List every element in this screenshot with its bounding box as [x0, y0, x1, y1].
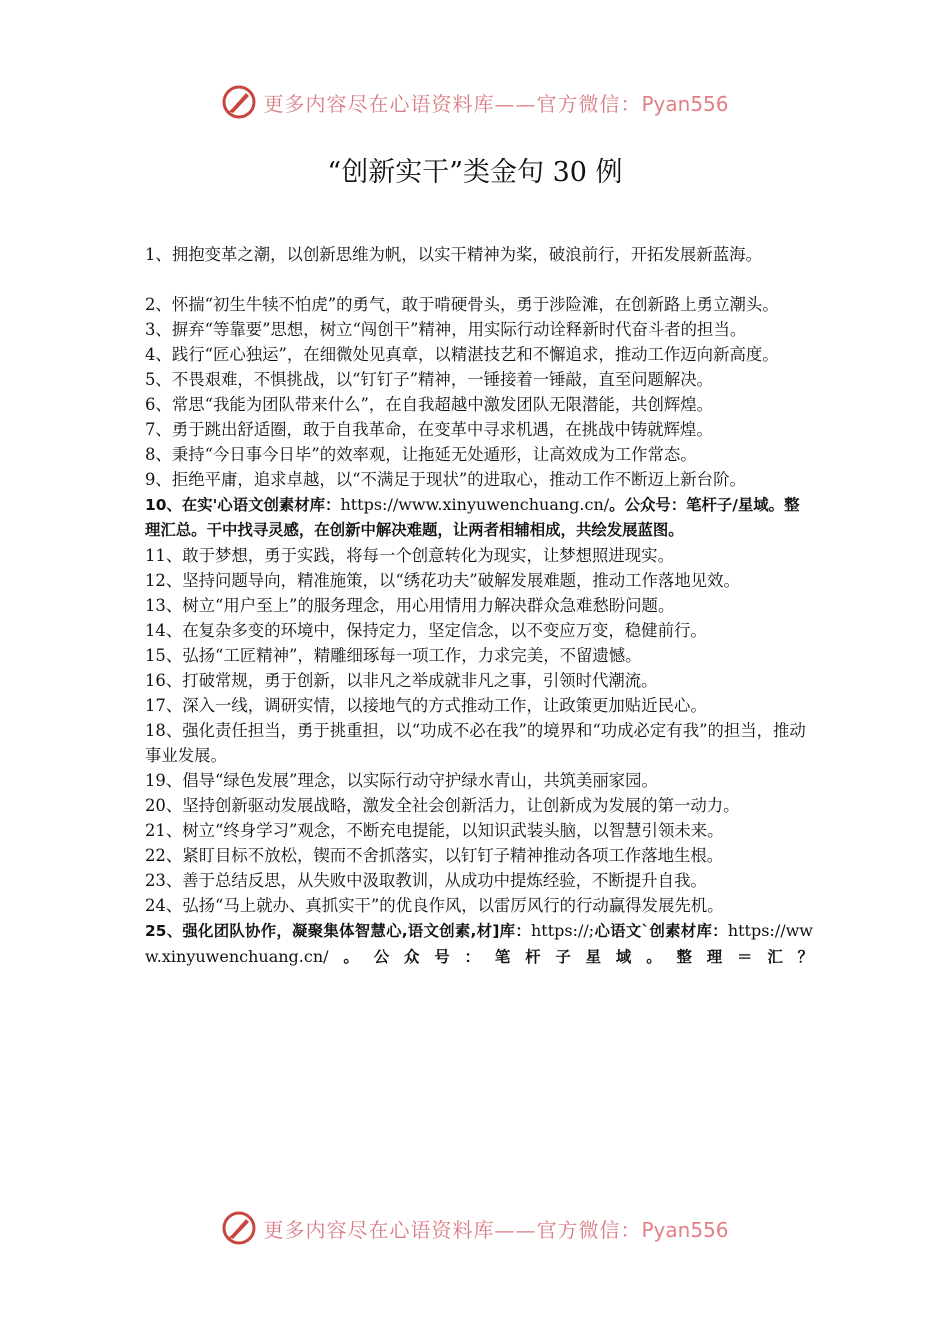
banner-text: 更多内容尽在心语资料库——官方微信：Pyan556: [263, 1217, 729, 1242]
list-item: 16、打破常规，勇于创新，以非凡之举成就非凡之事，引领时代潮流。: [145, 671, 658, 690]
footer-banner: [0, 1206, 950, 1250]
source-link: https://www.xinyuwenchuang.cn/: [340, 495, 610, 514]
pen-logo-icon: [221, 84, 257, 120]
header-banner: [0, 80, 950, 124]
list-item: 13、树立“用户至上”的服务理念，用心用情用力解决群众急难愁盼问题。: [145, 596, 675, 615]
list-item: 11、敢于梦想，勇于实践，将每一个创意转化为现实，让梦想照进现实。: [145, 546, 674, 565]
list-item-watermarked: 25、强化团队协作，凝聚集体智慧心,语文创素,材]库：https://;心语文`创素材库：https://www.xinyuwenchuang.cn/。公众号：笔杆子星域。整理＝汇？: [145, 921, 813, 966]
list-item: 4、践行“匠心独运”，在细微处见真章，以精湛技艺和不懈追求，推动工作迈向新高度。: [145, 345, 779, 364]
list-item: 6、常思“我能为团队带来什么”，在自我超越中激发团队无限潜能，共创辉煌。: [145, 395, 714, 414]
list-item: 19、倡导“绿色发展”理念，以实际行动守护绿水青山，共筑美丽家园。: [145, 771, 658, 790]
list-item: 23、善于总结反思，从失败中汲取教训，从成功中提炼经验，不断提升自我。: [145, 871, 707, 890]
list-item-watermarked: 10、在实'心语文创素材库：https://www.xinyuwenchuang.cn/。公众号：笔杆子/星域。整理汇总。干中找寻灵感，在创新中解决难题，让两者相辅相成，共绘发展蓝图。: [145, 495, 800, 539]
list-item: 15、弘扬“工匠精神”，精雕细琢每一项工作，力求完美，不留遗憾。: [145, 646, 642, 665]
banner-brand: Pyan556: [641, 1217, 729, 1242]
list-item: 1、拥抱变革之潮，以创新思维为帆，以实干精神为桨，破浪前行，开拓发展新蓝海。: [145, 245, 762, 264]
source-link: https://www.xinyuwenchuang.cn/: [145, 921, 813, 966]
list-item: 17、深入一线，调研实情，以接地气的方式推动工作，让政策更加贴近民心。: [145, 696, 707, 715]
list-item: 5、不畏艰难，不惧挑战，以“钉钉子”精神，一锤接着一锤敲，直至问题解决。: [145, 370, 714, 389]
list-item: 18、强化责任担当，勇于挑重担，以“功成不必在我”的境界和“功成必定有我”的担当，推动事业发展。: [145, 721, 806, 765]
list-item: 12、坚持问题导向，精准施策，以“绣花功夫”破解发展难题，推动工作落地见效。: [145, 571, 740, 590]
list-item: 24、弘扬“马上就办、真抓实干”的优良作风，以雷厉风行的行动赢得发展先机。: [145, 896, 724, 915]
list-item: 7、勇于跳出舒适圈，敢于自我革命，在变革中寻求机遇，在挑战中铸就辉煌。: [145, 420, 713, 439]
banner-text: 更多内容尽在心语资料库——官方微信：Pyan556: [263, 91, 729, 116]
page-title: “创新实干”类金句 30 例: [327, 157, 623, 188]
list-item: 21、树立“终身学习”观念，不断充电提能，以知识武装头脑，以智慧引领未来。: [145, 821, 724, 840]
banner-brand: Pyan556: [641, 91, 729, 116]
list-item: 3、摒弃“等靠要”思想，树立“闯创干”精神，用实际行动诠释新时代奋斗者的担当。: [145, 320, 747, 339]
list-item: 8、秉持“今日事今日毕”的效率观，让拖延无处遁形，让高效成为工作常态。: [145, 445, 697, 464]
document-body: [145, 242, 813, 970]
pen-logo-icon: [221, 1210, 257, 1246]
list-item: 9、拒绝平庸，追求卓越，以“不满足于现状”的进取心，推动工作不断迈上新台阶。: [145, 470, 746, 489]
source-link: https://;: [531, 921, 595, 940]
list-item: 20、坚持创新驱动发展战略，激发全社会创新活力，让创新成为发展的第一动力。: [145, 796, 740, 815]
list-item: 14、在复杂多变的环境中，保持定力，坚定信念，以不变应万变，稳健前行。: [145, 621, 707, 640]
list-item: 22、紧盯目标不放松，锲而不舍抓落实，以钉钉子精神推动各项工作落地生根。: [145, 846, 724, 865]
list-item: 2、怀揣“初生牛犊不怕虎”的勇气，敢于啃硬骨头，勇于涉险滩，在创新路上勇立潮头。: [145, 295, 779, 314]
